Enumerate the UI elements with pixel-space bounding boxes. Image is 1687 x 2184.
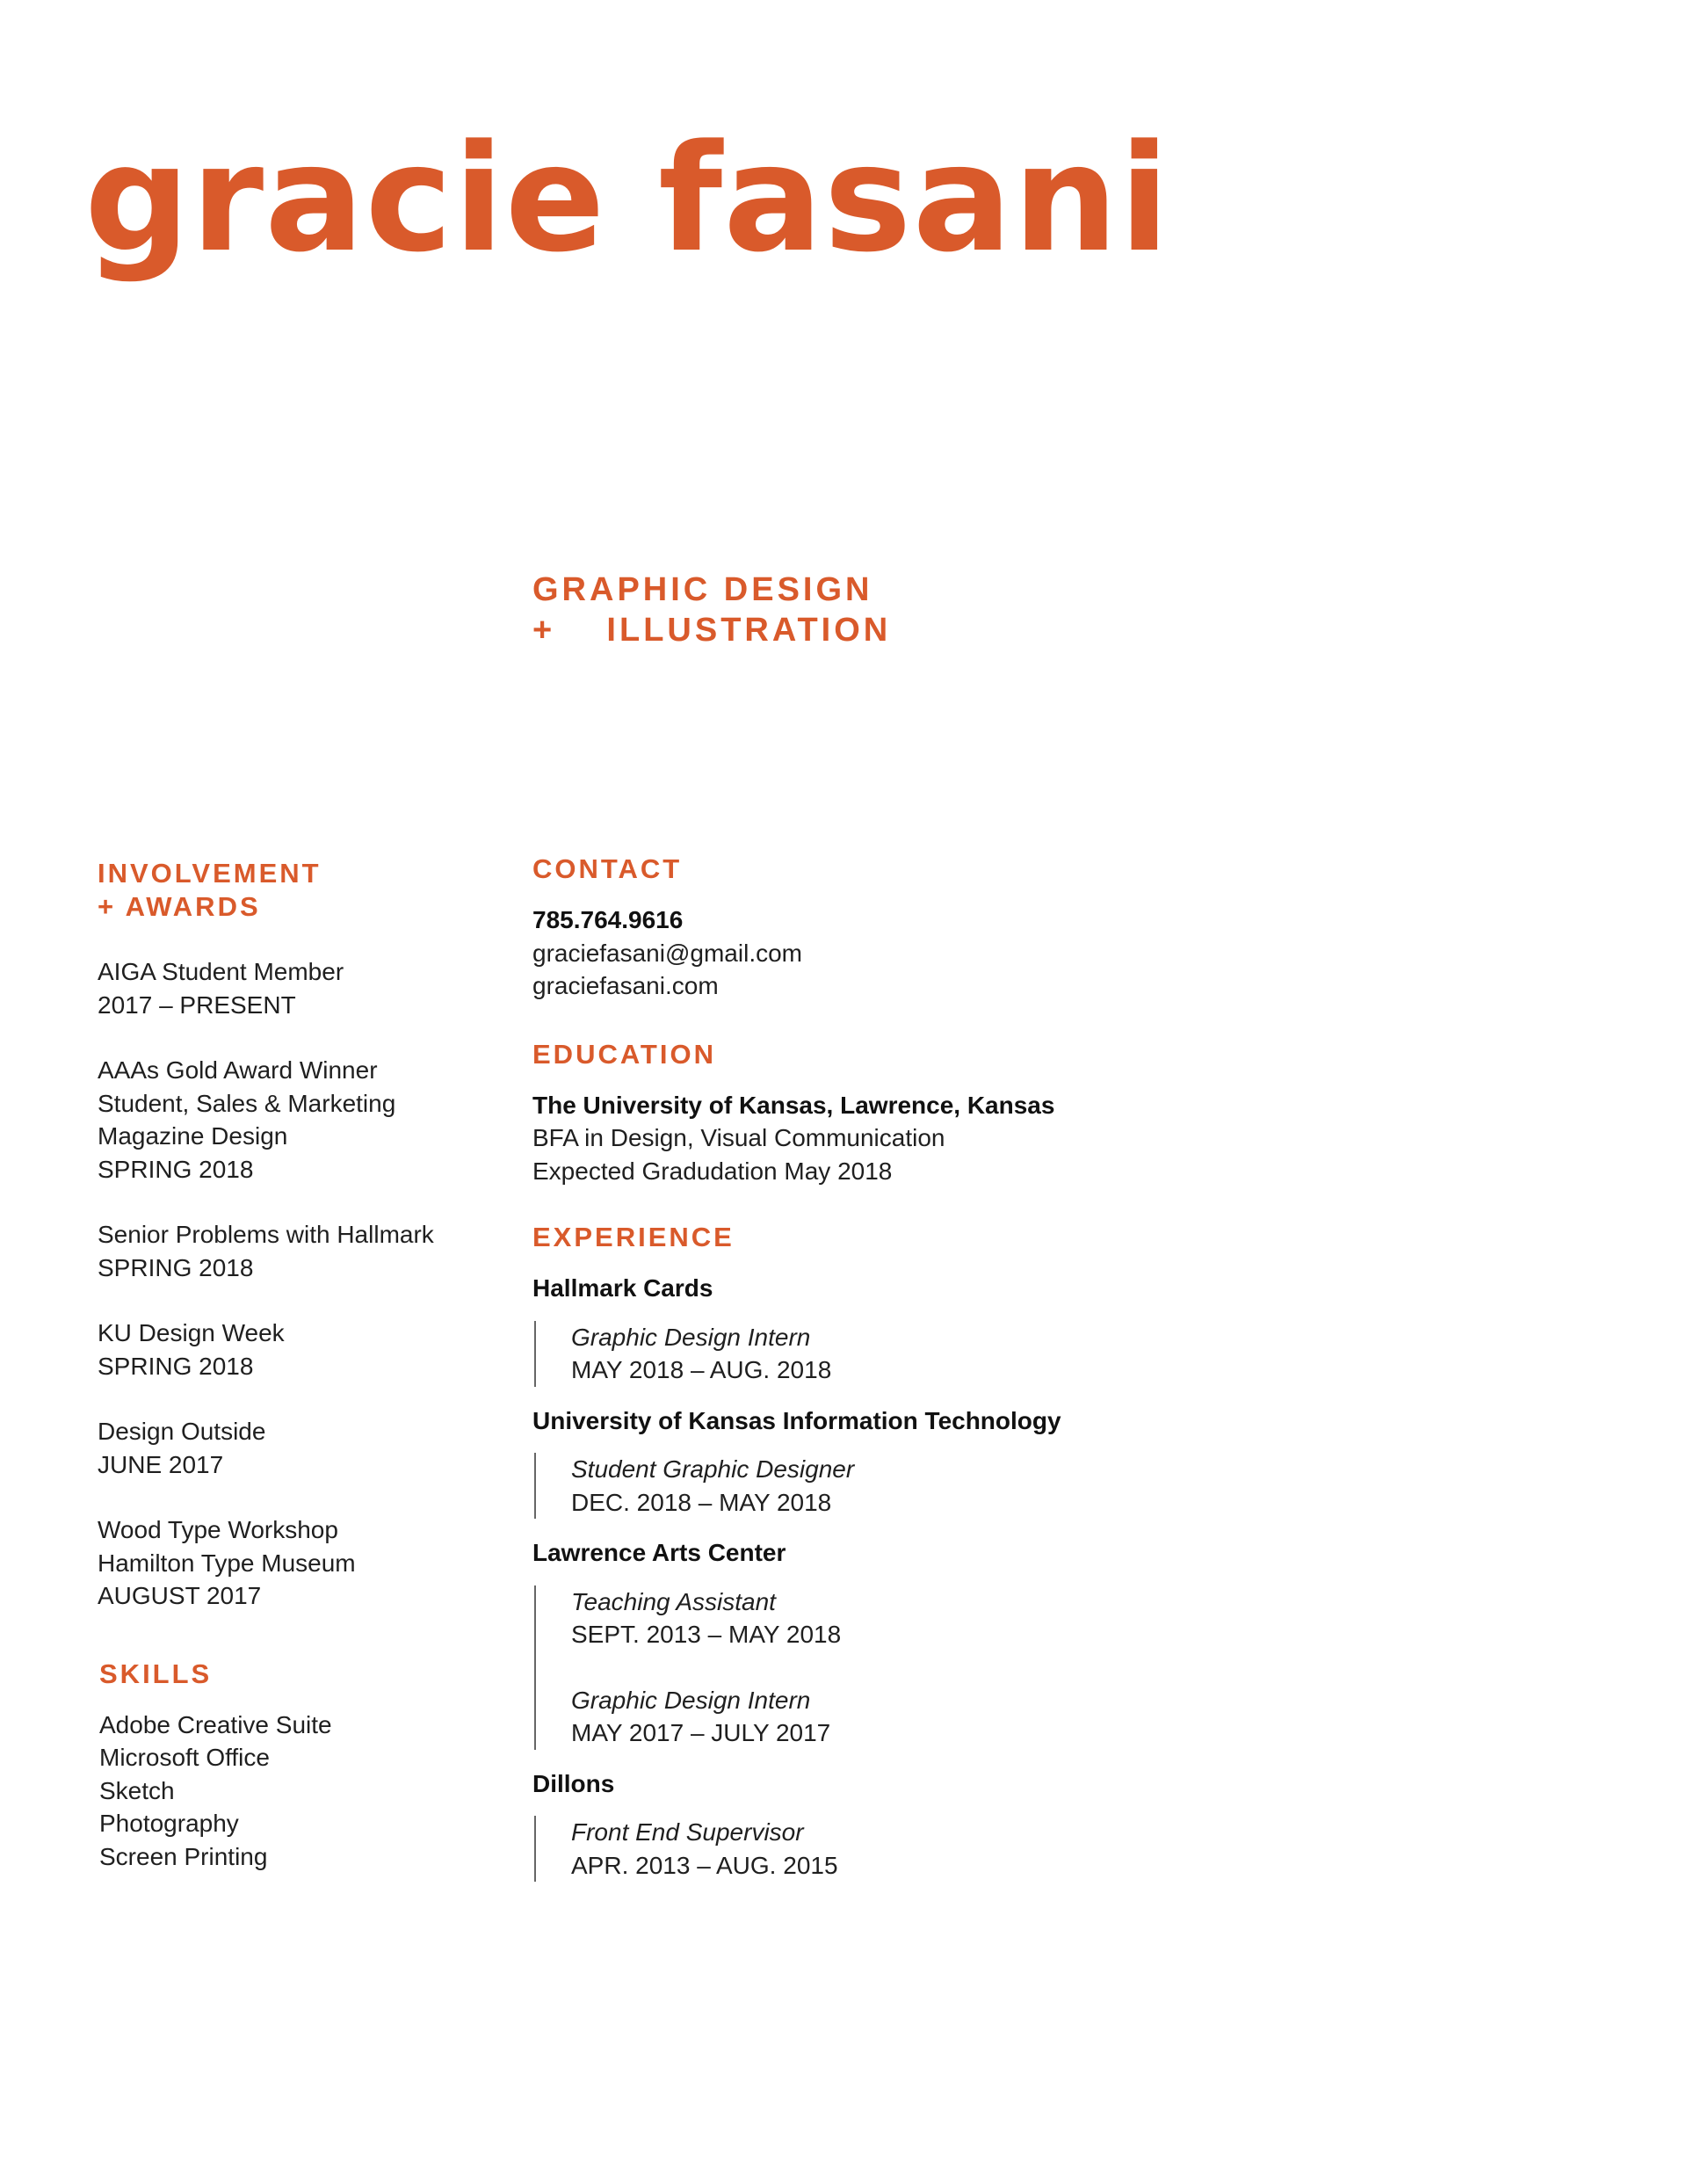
- involvement-heading: [98, 857, 484, 924]
- award-line: SPRING 2018: [98, 1352, 254, 1380]
- award-item: [98, 1317, 484, 1382]
- tagline-line-2: + ILLUSTRATION: [532, 612, 892, 649]
- education-block: [532, 1089, 1323, 1188]
- award-line: 2017 – PRESENT: [98, 990, 296, 1019]
- award-item: [98, 1513, 484, 1613]
- contact-website: graciefasani.com: [532, 972, 719, 999]
- job-employer: Lawrence Arts Center: [532, 1539, 786, 1566]
- role-title: Graphic Design Intern: [571, 1686, 811, 1714]
- award-item: [98, 955, 484, 1021]
- award-line: AIGA Student Member: [98, 958, 344, 985]
- role-dates: APR. 2013 – AUG. 2015: [571, 1851, 838, 1879]
- role-title: Front End Supervisor: [571, 1818, 804, 1846]
- skill-item: Sketch: [99, 1776, 175, 1804]
- job-entry: [532, 1404, 1323, 1520]
- education-degree: BFA in Design, Visual Communication: [532, 1124, 945, 1151]
- skill-item: Screen Printing: [99, 1842, 268, 1870]
- education-heading: EDUCATION: [532, 1038, 716, 1070]
- job-role: [571, 1684, 1323, 1750]
- experience-heading: EXPERIENCE: [532, 1222, 735, 1252]
- role-title: Graphic Design Intern: [571, 1323, 811, 1351]
- award-item: [98, 1415, 484, 1481]
- skills-heading: SKILLS: [99, 1658, 213, 1689]
- job-entry: [532, 1272, 1323, 1387]
- role-title: Student Graphic Designer: [571, 1455, 855, 1483]
- job-roles: [534, 1453, 1323, 1519]
- skills-list: [99, 1709, 484, 1874]
- job-employer: University of Kansas Information Technology: [532, 1406, 1061, 1434]
- job-role: [571, 1453, 1323, 1519]
- award-item: [98, 1218, 484, 1284]
- job-roles: [534, 1816, 1323, 1882]
- tagline: [532, 570, 891, 650]
- award-line: AAAs Gold Award Winner: [98, 1056, 378, 1084]
- job-roles: [534, 1585, 1323, 1750]
- role-dates: DEC. 2018 – MAY 2018: [571, 1488, 832, 1516]
- award-line: Student, Sales & Marketing: [98, 1089, 396, 1117]
- left-column: [98, 857, 484, 1873]
- tagline-line-1: GRAPHIC DESIGN: [532, 571, 873, 608]
- award-line: SPRING 2018: [98, 1155, 254, 1183]
- award-line: KU Design Week: [98, 1319, 285, 1346]
- contact-heading: CONTACT: [532, 853, 683, 884]
- right-column: [532, 853, 1323, 1899]
- skill-item: Adobe Creative Suite: [99, 1710, 332, 1738]
- award-line: Magazine Design: [98, 1122, 288, 1150]
- job-roles: [534, 1321, 1323, 1387]
- job-role: [571, 1585, 1323, 1651]
- role-dates: MAY 2017 – JULY 2017: [571, 1719, 831, 1746]
- involvement-heading-line-1: INVOLVEMENT: [98, 858, 322, 889]
- award-line: Design Outside: [98, 1418, 266, 1445]
- job-entry: [532, 1536, 1323, 1750]
- role-dates: MAY 2018 – AUG. 2018: [571, 1356, 832, 1383]
- job-employer: Dillons: [532, 1769, 615, 1797]
- involvement-heading-line-2: + AWARDS: [98, 891, 261, 922]
- award-line: AUGUST 2017: [98, 1582, 262, 1609]
- contact-phone: 785.764.9616: [532, 906, 684, 933]
- education-graduation: Expected Gradudation May 2018: [532, 1157, 893, 1185]
- role-dates: SEPT. 2013 – MAY 2018: [571, 1621, 842, 1648]
- award-line: SPRING 2018: [98, 1253, 254, 1281]
- award-line: Senior Problems with Hallmark: [98, 1221, 434, 1248]
- contact-block: [532, 903, 1323, 1003]
- award-line: Wood Type Workshop: [98, 1516, 338, 1543]
- contact-email: graciefasani@gmail.com: [532, 939, 802, 967]
- skill-item: Microsoft Office: [99, 1744, 270, 1771]
- award-line: JUNE 2017: [98, 1450, 224, 1478]
- job-role: [571, 1816, 1323, 1882]
- education-school: The University of Kansas, Lawrence, Kansas: [532, 1091, 1055, 1119]
- award-line: Hamilton Type Museum: [98, 1549, 356, 1577]
- skill-item: Photography: [99, 1810, 239, 1837]
- job-entry: [532, 1767, 1323, 1883]
- job-role: [571, 1321, 1323, 1387]
- award-item: [98, 1054, 484, 1186]
- job-employer: Hallmark Cards: [532, 1274, 713, 1302]
- resume-name: gracie fasani: [84, 112, 1171, 285]
- role-title: Teaching Assistant: [571, 1587, 776, 1615]
